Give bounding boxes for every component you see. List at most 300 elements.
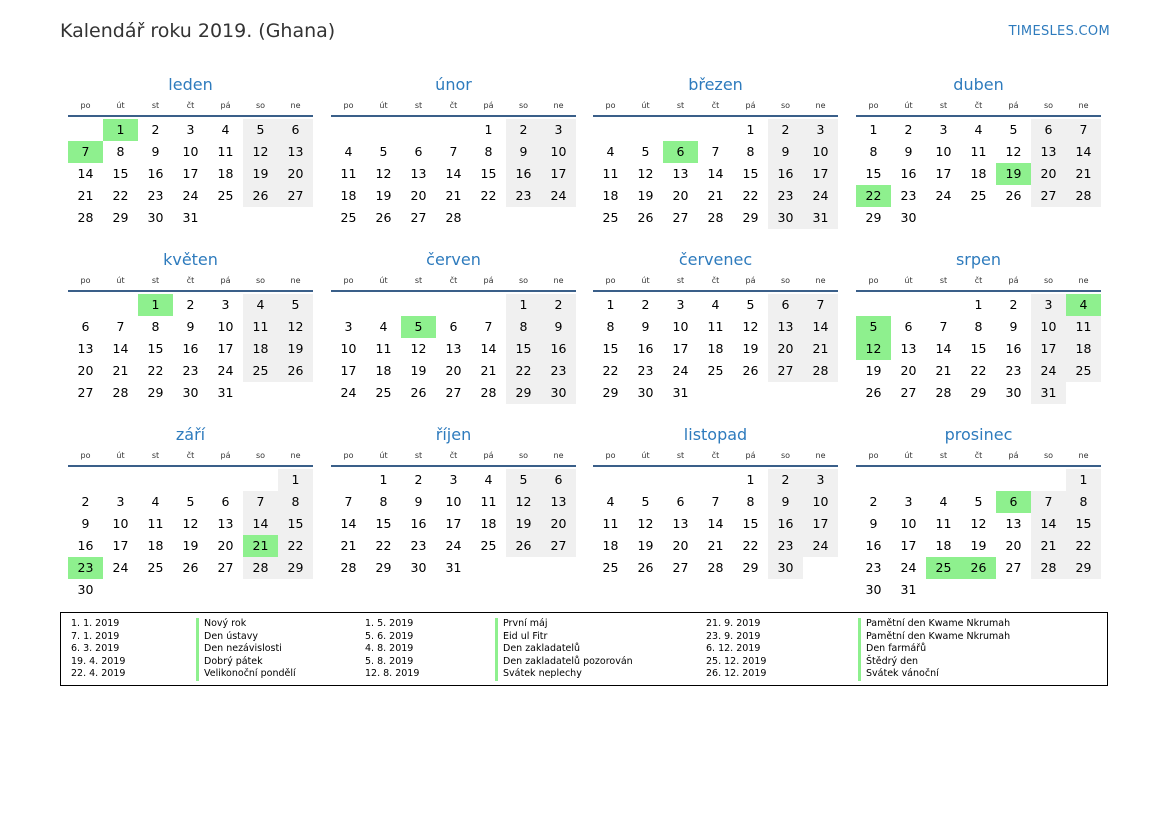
day-cell: 14 [112,341,129,356]
legend-date: 26. 12. 2019 [706,668,767,680]
day-cell: 6 [1031,119,1066,141]
brand-link[interactable]: TIMESLES.COM [1008,24,1110,39]
day-cell: 28 [935,385,952,400]
holiday-day-cell: 5 [856,316,891,338]
weekday-label: čt [974,276,983,285]
day-cell: 1 [746,472,755,487]
day-cell: 25 [147,560,164,575]
day-cell: 27 [410,210,427,225]
day-cell: 22 [1066,535,1101,557]
day-cell: 24 [803,185,838,207]
weekday-label: st [676,101,685,110]
weekday-label: ne [290,451,301,460]
day-cell: 21 [445,188,462,203]
weekday-label: pá [220,276,231,285]
empty-cell [68,294,103,316]
weekday-label: pá [483,451,494,460]
day-cell: 19 [742,341,759,356]
day-cell: 22 [742,538,759,553]
legend-dates [365,618,419,681]
empty-cell [401,294,436,316]
day-cell: 29 [865,210,882,225]
day-cell: 11 [340,166,357,181]
legend-holiday-name: Nový rok [196,618,296,631]
day-cell: 1 [484,122,493,137]
day-cell: 16 [1005,341,1022,356]
holiday-day-cell: 1 [138,294,173,316]
day-cell: 28 [243,557,278,579]
day-cell: 31 [182,210,199,225]
day-cell: 17 [340,363,357,378]
day-cell: 2 [869,494,878,509]
day-cell: 20 [768,338,803,360]
holiday-day-cell: 1 [103,119,138,141]
holiday-day-cell: 21 [243,535,278,557]
empty-cell [1031,469,1066,491]
day-cell: 26 [375,210,392,225]
weekday-label: po [343,451,354,460]
day-cell: 7 [116,319,125,334]
empty-cell [436,294,471,316]
day-cell: 6 [541,469,576,491]
weekday-label: st [676,451,685,460]
day-cell: 26 [182,560,199,575]
day-cell: 18 [147,538,164,553]
day-cell: 15 [970,341,987,356]
empty-cell [891,469,926,491]
day-cell: 27 [768,360,803,382]
weekday-label: út [379,101,388,110]
empty-cell [366,294,401,316]
day-cell: 13 [410,166,427,181]
weekday-label: so [255,101,266,110]
day-cell: 24 [217,363,234,378]
month-name: leden [168,75,213,94]
day-cell: 27 [1005,560,1022,575]
weekday-label: so [1043,101,1054,110]
day-cell: 17 [112,538,129,553]
weekday-label: pá [483,276,494,285]
day-cell: 5 [243,119,278,141]
day-cell: 28 [1066,185,1101,207]
day-cell: 17 [541,163,576,185]
day-cell: 24 [900,560,917,575]
day-cell: 19 [506,513,541,535]
day-cell: 15 [147,341,164,356]
day-cell: 14 [935,341,952,356]
day-cell: 14 [445,166,462,181]
weekday-label: čt [711,451,720,460]
day-cell: 10 [217,319,234,334]
day-cell: 22 [480,188,497,203]
weekday-label: út [904,451,913,460]
day-cell: 11 [1066,316,1101,338]
month-name: říjen [435,425,472,444]
weekday-label: so [255,451,266,460]
day-cell: 13 [445,341,462,356]
weekday-header [856,448,1101,464]
month-březen [593,74,838,229]
day-cell: 24 [340,385,357,400]
day-cell: 4 [711,297,720,312]
day-cell: 16 [768,513,803,535]
month-prosinec [856,424,1101,601]
day-cell: 4 [221,122,230,137]
day-cell: 16 [506,163,541,185]
day-cell: 3 [803,469,838,491]
weekday-label: čt [449,451,458,460]
day-cell: 18 [480,516,497,531]
day-cell: 8 [606,319,615,334]
day-cell: 2 [81,494,90,509]
day-cell: 16 [865,538,882,553]
day-cell: 2 [414,472,423,487]
empty-cell [436,119,471,141]
day-cell: 19 [182,538,199,553]
weekday-label: pá [1008,451,1019,460]
day-cell: 22 [506,360,541,382]
day-grid [68,469,313,601]
month-name: duben [953,75,1004,94]
day-cell: 30 [77,582,94,597]
day-cell: 22 [278,535,313,557]
empty-cell [891,294,926,316]
legend-holiday-name: Štědrý den [858,656,1010,669]
month-name: prosinec [944,425,1013,444]
empty-cell [331,294,366,316]
day-cell: 15 [742,166,759,181]
day-cell: 17 [672,341,689,356]
day-cell: 18 [602,188,619,203]
day-cell: 7 [803,294,838,316]
day-cell: 10 [803,491,838,513]
day-cell: 12 [410,341,427,356]
month-name: únor [435,75,472,94]
weekday-label: ne [815,276,826,285]
day-cell: 3 [221,297,230,312]
day-cell: 4 [974,122,983,137]
weekday-label: st [151,451,160,460]
empty-cell [173,469,208,491]
day-cell: 11 [243,316,278,338]
weekday-label: st [151,101,160,110]
day-cell: 9 [869,516,878,531]
day-cell: 20 [278,163,313,185]
day-cell: 19 [637,538,654,553]
day-cell: 31 [217,385,234,400]
day-cell: 26 [637,560,654,575]
weekday-label: ne [1078,451,1089,460]
day-cell: 20 [410,188,427,203]
day-cell: 27 [77,385,94,400]
day-cell: 26 [637,210,654,225]
day-cell: 17 [445,516,462,531]
weekday-label: so [780,276,791,285]
day-cell: 20 [217,538,234,553]
day-cell: 23 [768,185,803,207]
day-cell: 9 [81,516,90,531]
day-cell: 14 [77,166,94,181]
month-name: listopad [683,425,748,444]
month-duben [856,74,1101,229]
month-divider [856,290,1101,292]
day-cell: 2 [641,297,650,312]
day-cell: 30 [1005,385,1022,400]
day-grid [856,119,1101,229]
day-cell: 3 [116,494,125,509]
day-cell: 24 [445,538,462,553]
day-cell: 30 [865,582,882,597]
day-cell: 14 [707,516,724,531]
day-cell: 29 [278,557,313,579]
day-cell: 16 [768,163,803,185]
empty-cell [103,294,138,316]
month-divider [593,465,838,467]
day-cell: 4 [606,494,615,509]
day-cell: 8 [484,144,493,159]
weekday-label: st [939,101,948,110]
day-cell: 13 [541,491,576,513]
empty-cell [103,469,138,491]
day-cell: 14 [480,341,497,356]
day-cell: 20 [1005,538,1022,553]
day-cell: 22 [147,363,164,378]
day-cell: 18 [1066,338,1101,360]
day-cell: 9 [506,141,541,163]
empty-cell [926,469,961,491]
holiday-legend [60,612,1108,686]
day-cell: 25 [1066,360,1101,382]
empty-cell [996,469,1031,491]
weekday-label: čt [186,451,195,460]
weekday-label: út [641,101,650,110]
day-cell: 19 [637,188,654,203]
day-cell: 14 [1031,513,1066,535]
day-cell: 10 [672,319,689,334]
month-únor [331,74,576,229]
day-cell: 3 [803,119,838,141]
day-cell: 12 [182,516,199,531]
day-cell: 24 [672,363,689,378]
day-cell: 12 [506,491,541,513]
weekday-label: út [641,276,650,285]
month-divider [593,290,838,292]
day-cell: 2 [768,469,803,491]
day-cell: 7 [711,494,720,509]
day-cell: 1 [606,297,615,312]
day-cell: 19 [243,163,278,185]
day-cell: 17 [803,513,838,535]
legend-holiday-name: Eid ul Fitr [495,631,633,644]
day-cell: 3 [449,472,458,487]
page-title: Kalendář roku 2019. (Ghana) [60,20,336,42]
day-cell: 28 [1031,557,1066,579]
day-cell: 25 [970,188,987,203]
empty-cell [208,469,243,491]
day-cell: 28 [803,360,838,382]
day-cell: 21 [480,363,497,378]
weekday-label: so [780,101,791,110]
day-cell: 18 [217,166,234,181]
day-cell: 3 [541,119,576,141]
legend-date: 7. 1. 2019 [71,630,120,642]
day-cell: 16 [637,341,654,356]
weekday-label: út [116,276,125,285]
day-cell: 12 [637,516,654,531]
legend-names [495,618,633,681]
day-cell: 27 [217,560,234,575]
day-cell: 6 [414,144,423,159]
weekday-label: út [116,101,125,110]
day-cell: 18 [935,538,952,553]
weekday-label: čt [974,101,983,110]
day-cell: 4 [243,294,278,316]
month-divider [331,465,576,467]
day-cell: 9 [904,144,913,159]
day-cell: 13 [672,516,689,531]
day-cell: 29 [375,560,392,575]
day-cell: 22 [375,538,392,553]
day-cell: 8 [151,319,160,334]
empty-cell [331,119,366,141]
day-cell: 4 [344,144,353,159]
day-cell: 20 [672,188,689,203]
weekday-label: ne [1078,276,1089,285]
day-cell: 19 [375,188,392,203]
day-cell: 29 [506,382,541,404]
day-cell: 15 [278,513,313,535]
day-cell: 10 [1031,316,1066,338]
day-cell: 8 [278,491,313,513]
legend-date: 6. 3. 2019 [71,643,120,655]
day-cell: 22 [970,363,987,378]
month-divider [68,115,313,117]
day-cell: 14 [340,516,357,531]
day-cell: 9 [1009,319,1018,334]
day-cell: 7 [1031,491,1066,513]
day-cell: 2 [768,119,803,141]
day-cell: 6 [449,319,458,334]
weekday-label: st [939,451,948,460]
weekday-label: ne [1078,101,1089,110]
day-cell: 1 [278,469,313,491]
day-cell: 5 [1009,122,1018,137]
day-cell: 26 [278,360,313,382]
weekday-label: ne [815,101,826,110]
legend-holiday-name: Svátek vánoční [858,668,1010,681]
month-červen [331,249,576,404]
month-divider [331,290,576,292]
legend-date: 25. 12. 2019 [706,655,767,667]
day-cell: 22 [602,363,619,378]
day-cell: 23 [506,185,541,207]
weekday-header [856,273,1101,289]
weekday-label: čt [449,276,458,285]
weekday-label: po [868,101,879,110]
weekday-header [593,273,838,289]
day-cell: 15 [602,341,619,356]
empty-cell [856,294,891,316]
day-cell: 29 [970,385,987,400]
day-cell: 22 [742,188,759,203]
weekday-label: po [343,276,354,285]
weekday-label: po [343,101,354,110]
day-grid [593,294,838,404]
day-cell: 24 [541,185,576,207]
day-cell: 31 [803,207,838,229]
day-cell: 19 [410,363,427,378]
day-cell: 24 [803,535,838,557]
day-cell: 7 [243,491,278,513]
weekday-label: čt [186,276,195,285]
weekday-label: pá [1008,276,1019,285]
day-cell: 28 [112,385,129,400]
weekday-label: pá [220,451,231,460]
day-cell: 9 [186,319,195,334]
weekday-label: st [939,276,948,285]
month-name: září [175,425,206,444]
weekday-header [331,448,576,464]
day-cell: 31 [672,385,689,400]
day-cell: 8 [506,316,541,338]
day-grid [593,469,838,579]
legend-dates [71,618,125,681]
day-cell: 27 [541,535,576,557]
weekday-label: út [379,276,388,285]
weekday-label: pá [483,101,494,110]
legend-holiday-name: Velikonoční pondělí [196,668,296,681]
day-cell: 6 [768,294,803,316]
weekday-label: ne [290,276,301,285]
day-cell: 8 [116,144,125,159]
day-grid [68,294,313,404]
day-cell: 16 [541,338,576,360]
day-cell: 11 [480,494,497,509]
day-cell: 17 [217,341,234,356]
day-cell: 30 [637,385,654,400]
day-cell: 25 [707,363,724,378]
day-cell: 9 [151,144,160,159]
day-cell: 23 [410,538,427,553]
month-divider [331,115,576,117]
day-cell: 10 [445,494,462,509]
day-cell: 30 [147,210,164,225]
empty-cell [926,294,961,316]
day-cell: 28 [707,560,724,575]
day-cell: 1 [506,294,541,316]
holiday-day-cell: 6 [663,141,698,163]
empty-cell [663,469,698,491]
empty-cell [961,469,996,491]
day-cell: 12 [375,166,392,181]
holiday-day-cell: 6 [996,491,1031,513]
weekday-label: pá [745,451,756,460]
day-cell: 5 [186,494,195,509]
day-cell: 7 [1066,119,1101,141]
day-cell: 20 [541,513,576,535]
empty-cell [401,119,436,141]
day-cell: 30 [410,560,427,575]
day-cell: 9 [768,491,803,513]
day-cell: 30 [900,210,917,225]
legend-date: 12. 8. 2019 [365,668,420,680]
day-cell: 23 [1005,363,1022,378]
day-cell: 21 [1066,163,1101,185]
day-cell: 11 [970,144,987,159]
day-cell: 25 [480,538,497,553]
day-grid [856,469,1101,601]
day-cell: 28 [480,385,497,400]
